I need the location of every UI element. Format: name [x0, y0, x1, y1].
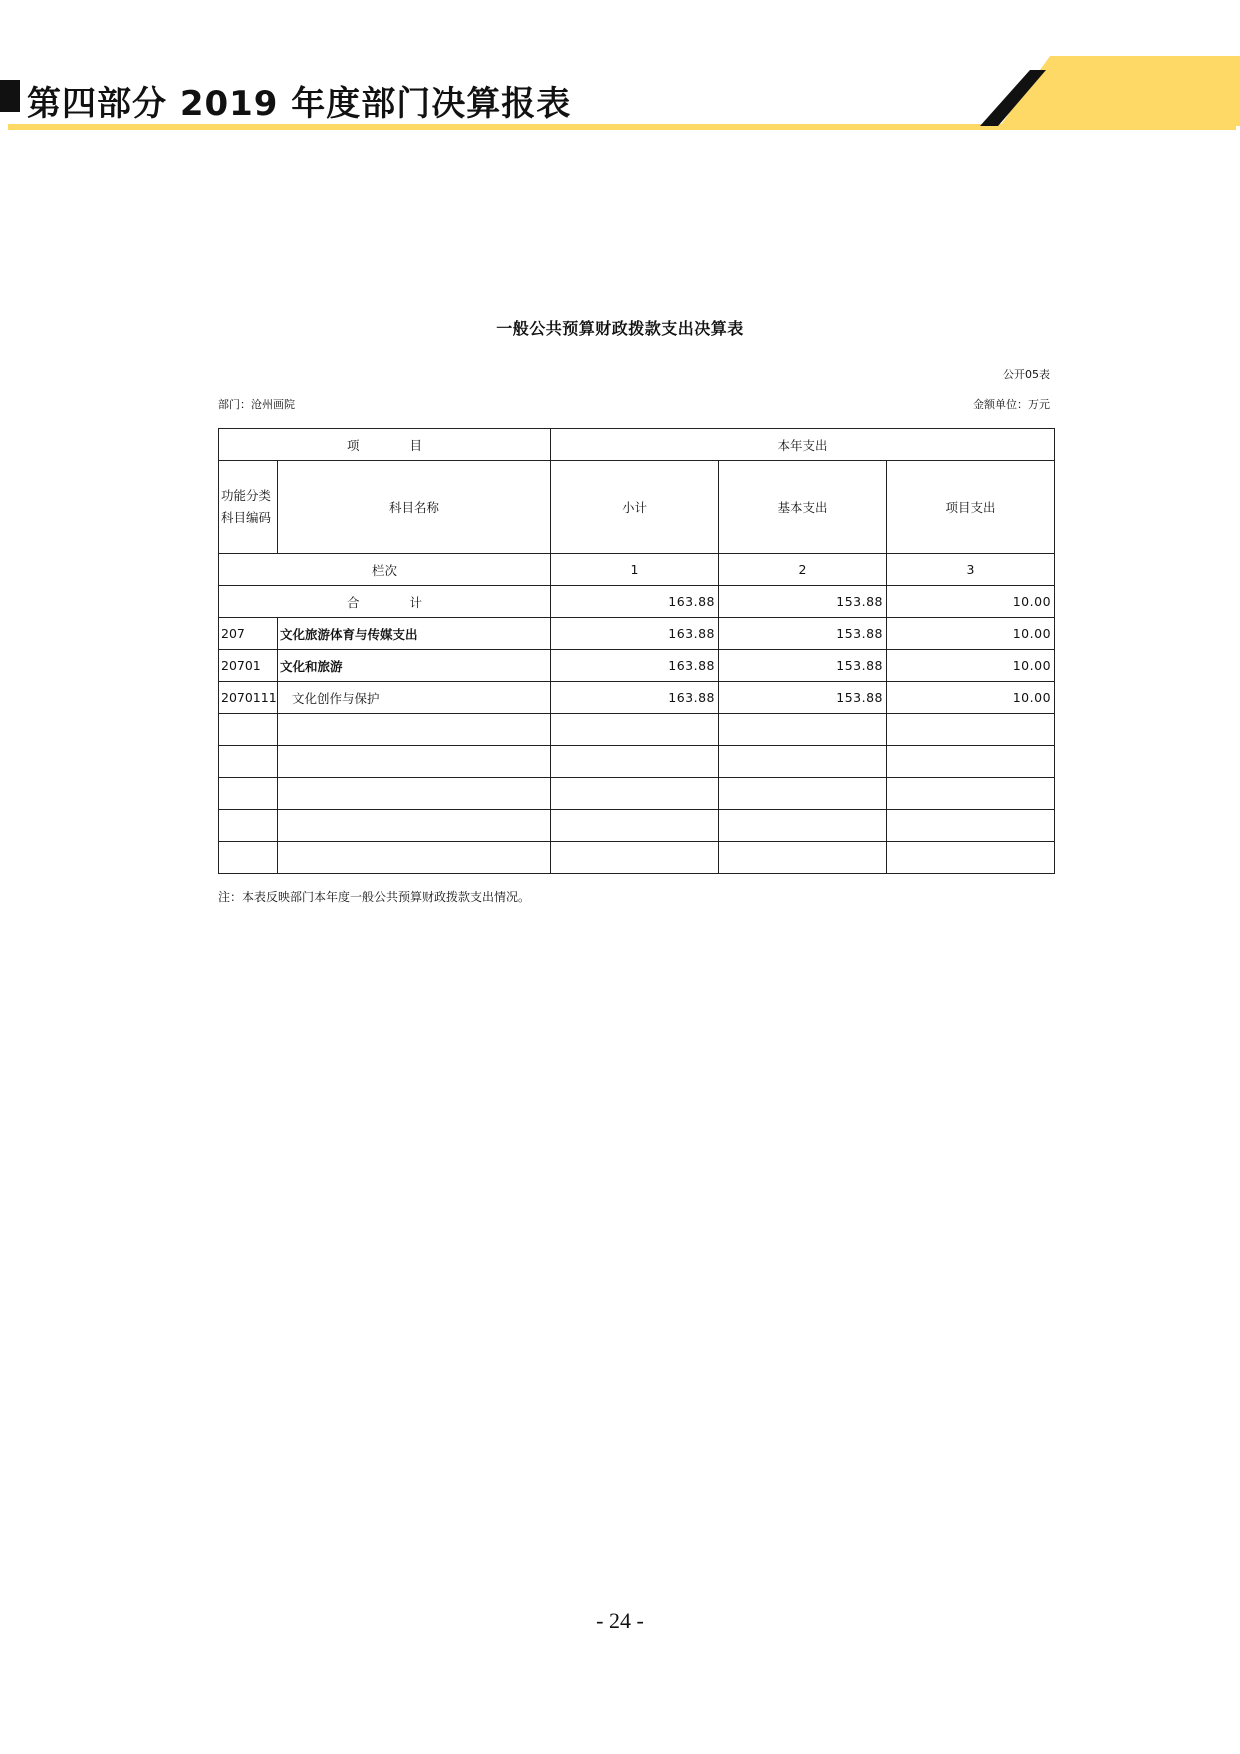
header-row-1 [219, 429, 1055, 461]
table-note: 注：本表反映部门本年度一般公共预算财政拨款支出情况。 [218, 890, 531, 904]
department-label: 部门：沧州画院 [218, 398, 295, 411]
row-basic: 153.88 [719, 618, 887, 650]
row-project: 10.00 [887, 650, 1055, 682]
empty-row [219, 810, 1055, 842]
total-label: 合 计 [219, 586, 551, 618]
empty-row [219, 842, 1055, 874]
header-subtotal: 小计 [551, 461, 719, 554]
column-index-3: 3 [887, 554, 1055, 586]
total-subtotal: 163.88 [551, 586, 719, 618]
column-index-label: 栏次 [219, 554, 551, 586]
header-item: 项 目 [219, 429, 551, 461]
header-project: 项目支出 [887, 461, 1055, 554]
row-subtotal: 163.88 [551, 650, 719, 682]
header-basic: 基本支出 [719, 461, 887, 554]
row-code: 2070111 [219, 682, 278, 714]
total-project: 10.00 [887, 586, 1055, 618]
header-decoration [960, 56, 1240, 126]
row-project: 10.00 [887, 618, 1055, 650]
table-row [219, 618, 1055, 650]
header-current-year: 本年支出 [551, 429, 1055, 461]
row-basic: 153.88 [719, 650, 887, 682]
header-subject-code: 科目编码 [221, 510, 272, 525]
empty-row [219, 746, 1055, 778]
column-index-row [219, 554, 1055, 586]
unit-label: 金额单位：万元 [973, 398, 1050, 411]
header-subject-name: 科目名称 [278, 461, 551, 554]
row-subtotal: 163.88 [551, 682, 719, 714]
header-row-2 [219, 461, 1055, 554]
section-title: 第四部分 2019 年度部门决算报表 [27, 84, 572, 124]
header-marker [0, 80, 20, 112]
header-deco-yellow [1000, 56, 1240, 126]
page-number: - 24 - [596, 1608, 644, 1633]
row-name: 文化和旅游 [278, 650, 551, 682]
row-name: 文化旅游体育与传媒支出 [278, 618, 551, 650]
document-title: 一般公共预算财政拨款支出决算表 [496, 319, 744, 338]
table-row [219, 682, 1055, 714]
row-subtotal: 163.88 [551, 618, 719, 650]
total-basic: 153.88 [719, 586, 887, 618]
expenditure-table [218, 428, 1055, 874]
header-function-code [219, 461, 278, 554]
header-func-class: 功能分类 [221, 488, 272, 503]
row-code: 20701 [219, 650, 278, 682]
column-index-2: 2 [719, 554, 887, 586]
total-row [219, 586, 1055, 618]
empty-row [219, 778, 1055, 810]
row-basic: 153.88 [719, 682, 887, 714]
empty-row [219, 714, 1055, 746]
column-index-1: 1 [551, 554, 719, 586]
row-name: 文化创作与保护 [278, 682, 551, 714]
row-code: 207 [219, 618, 278, 650]
table-number: 公开05表 [1003, 368, 1050, 381]
table-row [219, 650, 1055, 682]
row-project: 10.00 [887, 682, 1055, 714]
